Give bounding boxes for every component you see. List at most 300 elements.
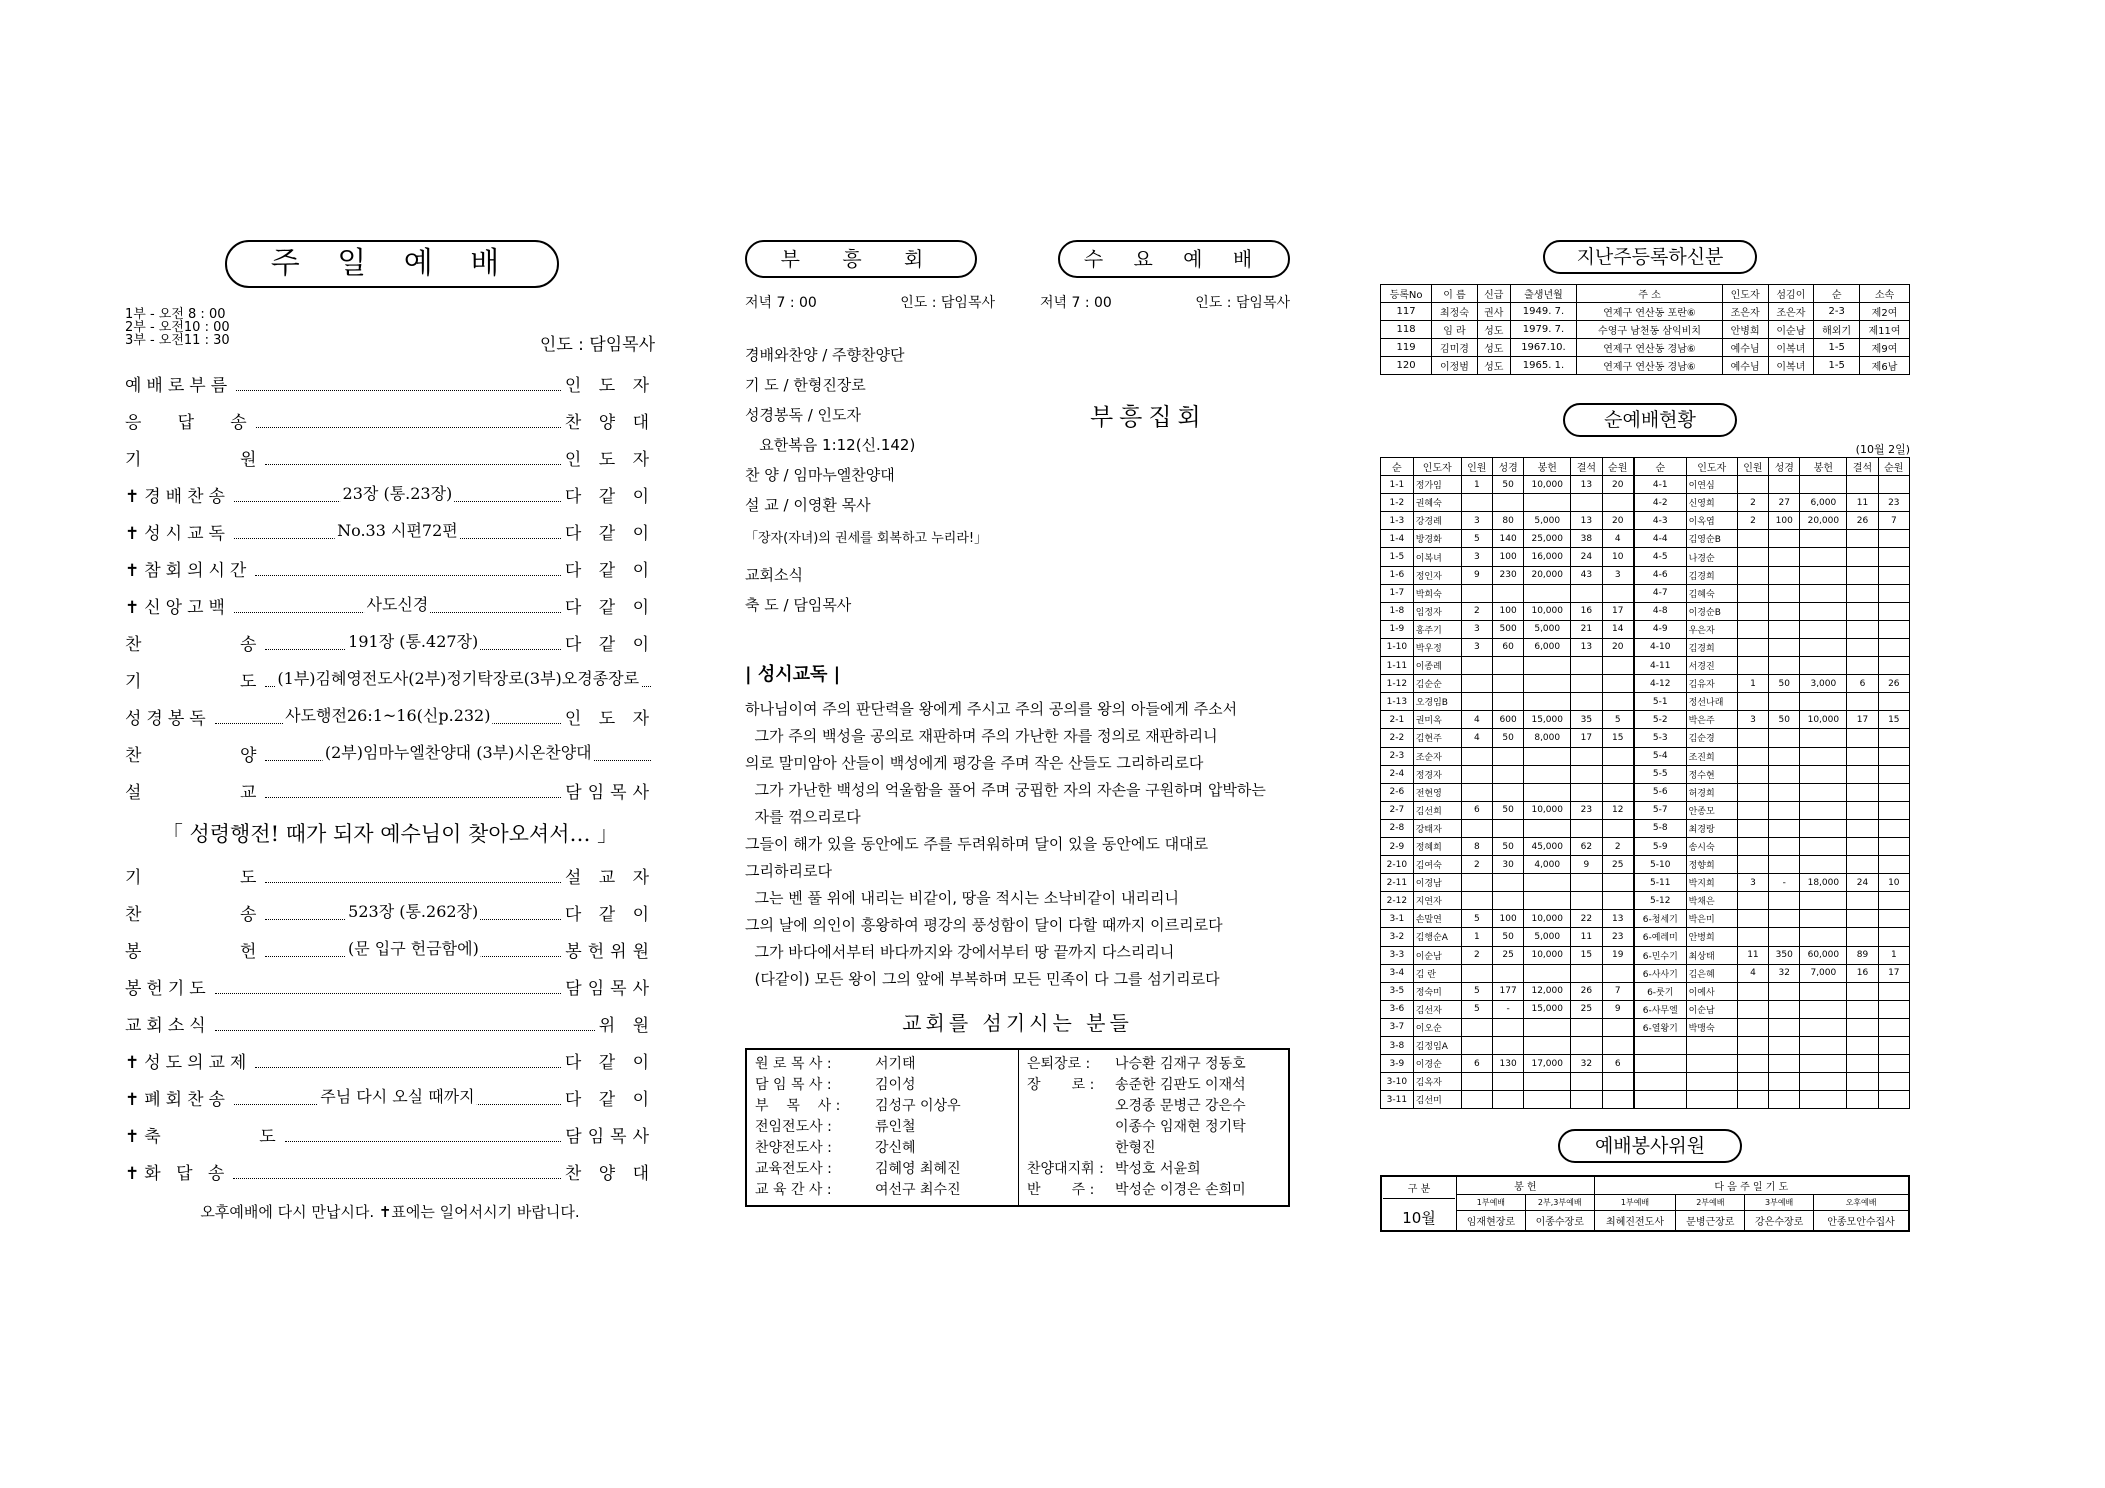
cell-value: 김정임A	[1413, 1037, 1461, 1055]
cell-value: 박맹숙	[1686, 1018, 1737, 1036]
cell-value: 32	[1571, 1055, 1602, 1073]
cell-value: 1-6	[1381, 566, 1414, 584]
cell-value: 3-2	[1381, 928, 1414, 946]
cell-value: 박채은	[1686, 892, 1737, 910]
worship-leader: 인도 : 담임목사	[539, 335, 655, 355]
cell-value	[1769, 476, 1800, 494]
cell-value	[1737, 783, 1768, 801]
cell-value: 12	[1602, 801, 1634, 819]
revival-headers	[745, 240, 1290, 278]
cell-value: 9	[1602, 1000, 1634, 1018]
staff-box	[745, 1048, 1290, 1207]
cell-value	[1686, 1091, 1737, 1109]
cell-value	[1847, 1073, 1878, 1091]
cell-value: 8	[1461, 837, 1492, 855]
cell-value	[1737, 1091, 1768, 1109]
registry-cell: 제6남	[1860, 357, 1910, 375]
table-row	[1381, 620, 1910, 638]
cell-value: 15,000	[1524, 1000, 1571, 1018]
cell-header-cell: 순	[1381, 458, 1414, 476]
staff-row	[755, 1159, 1010, 1180]
service-item-leader-line	[265, 442, 560, 465]
cell-value: 14	[1602, 620, 1634, 638]
cell-value: 정가임	[1413, 476, 1461, 494]
sermon-title: 「 성령행전! 때가 되자 예수님이 찾아오셔서… 」	[161, 822, 619, 846]
service-item-leader-line	[265, 934, 561, 957]
table-row	[1381, 1055, 1910, 1073]
registry-header-cell: 신급	[1477, 285, 1510, 303]
service-item-leader-line	[285, 1119, 562, 1142]
cell-value: 우은자	[1686, 620, 1737, 638]
cell-value	[1800, 1000, 1847, 1018]
cell-value: 이경순	[1413, 1055, 1461, 1073]
scripture-line: 그가 주의 백성을 공의로 재판하며 주의 가난한 자를 정의로 재판하리니	[745, 727, 1218, 745]
wednesday-title: 수 요 예 배	[1058, 240, 1290, 278]
cell-value: 5-5	[1634, 765, 1686, 783]
cell-value: 3	[1461, 548, 1492, 566]
cell-value: 4-4	[1634, 530, 1686, 548]
cell-value	[1847, 892, 1878, 910]
vol-subheader: 2부예배	[1676, 1195, 1745, 1211]
cell-value: 5-4	[1634, 747, 1686, 765]
cell-value	[1847, 548, 1878, 566]
registry-header	[1381, 285, 1910, 303]
cell-value: 6,000	[1800, 494, 1847, 512]
cell-value: 김선자	[1413, 1000, 1461, 1018]
cell-value	[1878, 548, 1909, 566]
cell-value	[1492, 874, 1523, 892]
cell-value: 13	[1571, 512, 1602, 530]
cell-value	[1737, 1018, 1768, 1036]
cell-value	[1737, 837, 1768, 855]
registry-cell: 연제구 연산동 경남⑥	[1577, 357, 1722, 375]
cell-value	[1737, 657, 1768, 675]
cell-value	[1878, 693, 1909, 711]
cell-value: 9	[1461, 566, 1492, 584]
cell-value: 20	[1602, 638, 1634, 656]
cell-value	[1737, 765, 1768, 783]
cell-value: 1-3	[1381, 512, 1414, 530]
cell-value: 6-청세기	[1634, 910, 1686, 928]
cell-value: 4-1	[1634, 476, 1686, 494]
vol-offer-header: 봉 헌	[1457, 1176, 1595, 1195]
cell-value: 10	[1878, 874, 1909, 892]
cell-value: 전현영	[1413, 783, 1461, 801]
cell-value: 50	[1492, 837, 1523, 855]
revival-column	[745, 240, 1290, 1207]
registry-cell: 성도	[1477, 339, 1510, 357]
vol-name: 최혜진전도사	[1594, 1211, 1676, 1231]
registry-cell: 118	[1381, 321, 1432, 339]
service-item	[125, 860, 655, 897]
cell-value: 김행순A	[1413, 928, 1461, 946]
cell-value: 25,000	[1524, 530, 1571, 548]
cell-value	[1847, 982, 1878, 1000]
staff-row	[1027, 1159, 1280, 1180]
cell-value	[1769, 982, 1800, 1000]
cell-header-cell: 인원	[1461, 458, 1492, 476]
cell-value: 이옥엽	[1686, 512, 1737, 530]
cell-value: 김유자	[1686, 675, 1737, 693]
vol-subheader: 오후예배	[1814, 1195, 1909, 1211]
staff-role: 은퇴장로 :	[1027, 1056, 1091, 1072]
registry-header-cell: 인도자	[1722, 285, 1768, 303]
cell-value: 89	[1847, 946, 1878, 964]
cell-value: 6-사사기	[1634, 964, 1686, 982]
cell-header-cell: 봉헌	[1800, 458, 1847, 476]
cell-value	[1686, 1037, 1737, 1055]
registry-header-cell: 섬김이	[1768, 285, 1814, 303]
registry-table	[1380, 284, 1910, 375]
cell-value	[1847, 584, 1878, 602]
service-item-leader-line	[236, 368, 561, 391]
staff-names: 김혜영 최혜진	[875, 1161, 961, 1177]
cell-value	[1492, 819, 1523, 837]
cell-value: 오경임B	[1413, 693, 1461, 711]
cell-value	[1737, 729, 1768, 747]
service-item-leader-line	[215, 971, 562, 994]
cell-value: 1-7	[1381, 584, 1414, 602]
cell-value: 김순순	[1413, 675, 1461, 693]
cell-value: 5	[1461, 1000, 1492, 1018]
cell-value	[1878, 1018, 1909, 1036]
vol-name: 이종수장로	[1525, 1211, 1594, 1231]
table-row	[1381, 910, 1910, 928]
cell-value	[1492, 783, 1523, 801]
cell-value: 강경례	[1413, 512, 1461, 530]
table-row	[1381, 512, 1910, 530]
cell-value	[1461, 693, 1492, 711]
revival-item: 찬 양 / 임마누엘찬양대	[745, 466, 895, 484]
service-item-detail: 191장 (통.427장)	[346, 623, 480, 660]
staff-role: 찬양전도사 :	[755, 1140, 832, 1156]
service-item	[125, 897, 655, 934]
cell-value: 정숙미	[1413, 982, 1461, 1000]
times-block	[125, 308, 655, 368]
revival-item: 경배와찬양 / 주향찬양단	[745, 346, 905, 364]
cell-value: 박은미	[1686, 910, 1737, 928]
cell-value	[1524, 964, 1571, 982]
cell-value: 5-7	[1634, 801, 1686, 819]
cell-value	[1800, 801, 1847, 819]
table-row	[1381, 783, 1910, 801]
cell-value	[1769, 1073, 1800, 1091]
service-item-person: 다 같 이	[564, 561, 655, 581]
cell-value	[1737, 928, 1768, 946]
service-item	[125, 442, 655, 479]
cell-value	[1461, 783, 1492, 801]
service-time-3: 3부 - 오전11 : 30	[125, 333, 230, 348]
cell-value	[1571, 693, 1602, 711]
cell-value: 13	[1602, 910, 1634, 928]
cell-value: 80	[1492, 512, 1523, 530]
cell-value	[1878, 476, 1909, 494]
staff-names: 박성순 이경은 손희미	[1115, 1182, 1246, 1198]
service-item-leader-line	[265, 738, 651, 761]
cell-value	[1800, 928, 1847, 946]
service-item-person: 다 같 이	[564, 1090, 655, 1110]
service-item	[125, 738, 655, 775]
staff-row	[755, 1054, 1010, 1075]
scripture-line: 자를 꺾으리로다	[745, 808, 861, 826]
cell-value	[1737, 982, 1768, 1000]
cell-value	[1634, 1055, 1686, 1073]
cell-value: 김순경	[1686, 729, 1737, 747]
cell-value	[1878, 892, 1909, 910]
cell-value	[1461, 892, 1492, 910]
scripture-line: 그의 날에 의인이 흥왕하여 평강의 풍성함이 달이 다할 때까지 이르리로다	[745, 916, 1223, 934]
table-row	[1381, 566, 1910, 584]
service-item	[125, 590, 655, 627]
staff-left	[747, 1050, 1019, 1205]
cell-value	[1769, 566, 1800, 584]
service-item-person: 설 교 자	[564, 868, 655, 888]
staff-row	[1027, 1096, 1280, 1117]
cell-value	[1800, 530, 1847, 548]
service-item-person: 봉헌위원	[565, 942, 655, 962]
cell-value	[1847, 910, 1878, 928]
cell-value: 김혜숙	[1686, 584, 1737, 602]
cell-value	[1769, 1055, 1800, 1073]
staff-role: 교육전도사 :	[755, 1161, 832, 1177]
cell-value	[1847, 620, 1878, 638]
cell-value: 권혜숙	[1413, 494, 1461, 512]
cell-value: 임정자	[1413, 602, 1461, 620]
registry-cell: 권사	[1477, 303, 1510, 321]
table-row	[1381, 819, 1910, 837]
cell-value	[1800, 1037, 1847, 1055]
service-item	[125, 627, 655, 664]
cell-value	[1737, 620, 1768, 638]
cell-value: 3-9	[1381, 1055, 1414, 1073]
cell-value	[1686, 1055, 1737, 1073]
cell-value: 2-3	[1381, 747, 1414, 765]
cell-value: 3-10	[1381, 1073, 1414, 1091]
cell-value	[1602, 1037, 1634, 1055]
cell-value	[1524, 765, 1571, 783]
cell-value: 7,000	[1800, 964, 1847, 982]
revival-sermon: 「장자(자녀)의 권세를 회복하고 누리라!」	[745, 531, 988, 546]
cell-value	[1737, 530, 1768, 548]
registry-cell: 조은자	[1768, 303, 1814, 321]
cell-value: 4-7	[1634, 584, 1686, 602]
cell-value: 3-7	[1381, 1018, 1414, 1036]
wednesday-time: 저녁 7 : 00	[1040, 295, 1112, 311]
service-item-leader-line	[265, 664, 651, 687]
service-item	[125, 1119, 655, 1156]
cell-value: 5	[1461, 910, 1492, 928]
cell-value: 4-2	[1634, 494, 1686, 512]
cell-value: 4-9	[1634, 620, 1686, 638]
cell-value: 서경진	[1686, 657, 1737, 675]
cell-value	[1524, 783, 1571, 801]
staff-role: 전임전도사 :	[755, 1119, 832, 1135]
cell-value	[1769, 783, 1800, 801]
table-row	[1381, 1037, 1910, 1055]
table-row	[1381, 530, 1910, 548]
cell-value: 23	[1878, 494, 1909, 512]
cell-value	[1461, 1091, 1492, 1109]
service-item-label: ✝폐회찬송	[125, 1090, 230, 1110]
cell-value	[1602, 1018, 1634, 1036]
cell-value	[1769, 602, 1800, 620]
cell-value: 10,000	[1524, 801, 1571, 819]
vol-name: 강은수장로	[1745, 1211, 1814, 1231]
cell-value: 박우정	[1413, 638, 1461, 656]
cell-value	[1878, 530, 1909, 548]
order-of-service	[125, 368, 655, 812]
service-item	[125, 934, 655, 971]
revival-item: 기 도 / 한형진장로	[745, 376, 866, 394]
cell-value: 1-10	[1381, 638, 1414, 656]
registry-cell: 1-5	[1814, 339, 1860, 357]
cell-value: 5	[1461, 982, 1492, 1000]
cell-value: 1	[1737, 675, 1768, 693]
cell-value	[1769, 747, 1800, 765]
church-staff-title: 교회를 섬기시는 분들	[902, 1011, 1133, 1035]
cell-value	[1800, 910, 1847, 928]
cell-value	[1571, 819, 1602, 837]
service-item-person: 찬 양 대	[564, 413, 655, 433]
cell-value	[1461, 584, 1492, 602]
cell-value	[1847, 729, 1878, 747]
revival-meeting-title: 부흥집회	[1090, 403, 1207, 431]
table-row	[1381, 548, 1910, 566]
cell-value	[1847, 765, 1878, 783]
cell-value: 4-5	[1634, 548, 1686, 566]
cell-value	[1461, 657, 1492, 675]
staff-row	[1027, 1180, 1280, 1201]
cell-value: 25	[1571, 1000, 1602, 1018]
registry-cell: 조은자	[1722, 303, 1768, 321]
cell-value: 이복녀	[1413, 548, 1461, 566]
staff-row	[755, 1138, 1010, 1159]
cell-value: 5	[1602, 711, 1634, 729]
cell-value: 3-8	[1381, 1037, 1414, 1055]
scripture-line: 하나님이여 주의 판단력을 왕에게 주시고 주의 공의를 왕의 아들에게 주소서	[745, 700, 1238, 718]
service-item-label: 성경봉독	[125, 709, 211, 729]
table-row	[1381, 747, 1910, 765]
cell-value	[1847, 638, 1878, 656]
service-item-leader-line	[233, 1156, 561, 1179]
service-item-label: ✝성시교독	[125, 524, 230, 544]
cell-value: 10,000	[1800, 711, 1847, 729]
registry-cell: 최정숙	[1432, 303, 1478, 321]
registry-cell: 이복녀	[1768, 339, 1814, 357]
cell-value: 김옥자	[1413, 1073, 1461, 1091]
cell-value: 6	[1847, 675, 1878, 693]
service-item-leader-line	[234, 516, 561, 539]
cell-value	[1737, 693, 1768, 711]
cell-value	[1461, 1073, 1492, 1091]
registry-cell: 1-5	[1814, 357, 1860, 375]
cell-value: 이오순	[1413, 1018, 1461, 1036]
cell-value: 1	[1878, 946, 1909, 964]
staff-names: 김성구 이상우	[875, 1098, 961, 1114]
cell-value	[1737, 1037, 1768, 1055]
service-item-label: 봉헌기도	[125, 979, 211, 999]
cell-value	[1461, 494, 1492, 512]
cell-value	[1878, 1037, 1909, 1055]
cell-value: 최경랑	[1686, 819, 1737, 837]
staff-role	[1027, 1117, 1115, 1138]
service-item-detail: (1부)김혜영전도사(2부)정기탁장로(3부)오경종장로	[275, 660, 641, 697]
cell-value: 60	[1492, 638, 1523, 656]
cell-value: 5,000	[1524, 620, 1571, 638]
table-row	[1381, 964, 1910, 982]
cell-value: 6	[1461, 1055, 1492, 1073]
revival-item: 성경봉독 / 인도자	[745, 406, 862, 424]
revival-subheads	[745, 292, 1290, 312]
table-row	[1381, 675, 1910, 693]
cell-value: 6,000	[1524, 638, 1571, 656]
cell-value: 4-6	[1634, 566, 1686, 584]
order-of-service-2	[125, 860, 655, 1193]
table-row	[1381, 874, 1910, 892]
service-item-leader-line	[265, 627, 560, 650]
staff-role: 장 로 :	[1027, 1077, 1095, 1093]
cell-value: 5,000	[1524, 928, 1571, 946]
cell-value: 20	[1602, 512, 1634, 530]
cell-value	[1847, 476, 1878, 494]
staff-names: 김이성	[875, 1077, 916, 1093]
service-item-label: ✝참회의시간	[125, 561, 252, 581]
service-item-label: ✝성도의교제	[125, 1053, 252, 1073]
service-item-label: 예배로부름	[125, 376, 233, 396]
cell-value: 4,000	[1524, 856, 1571, 874]
cell-value: 정혜희	[1413, 837, 1461, 855]
service-item-label: 찬 송	[125, 635, 262, 655]
cell-value: 허경희	[1686, 783, 1737, 801]
cell-value: 45,000	[1524, 837, 1571, 855]
cell-value	[1769, 693, 1800, 711]
staff-row	[1027, 1075, 1280, 1096]
cell-value	[1492, 1073, 1523, 1091]
cell-value: 3-3	[1381, 946, 1414, 964]
staff-role: 반 주 :	[1027, 1182, 1095, 1198]
cell-value: 17	[1602, 602, 1634, 620]
cell-value: 6	[1461, 801, 1492, 819]
cell-value: 조진희	[1686, 747, 1737, 765]
cell-value: 50	[1769, 675, 1800, 693]
cell-value	[1461, 964, 1492, 982]
service-item-leader-line	[234, 1082, 561, 1105]
staff-row	[1027, 1117, 1280, 1138]
cell-value	[1800, 1055, 1847, 1073]
cell-value: 3-1	[1381, 910, 1414, 928]
cell-value	[1878, 620, 1909, 638]
cell-value	[1769, 638, 1800, 656]
table-row	[1381, 982, 1910, 1000]
staff-role	[1027, 1096, 1115, 1117]
cell-value: 5	[1461, 530, 1492, 548]
table-row	[1381, 321, 1910, 339]
cell-value: 7	[1878, 512, 1909, 530]
cell-value	[1878, 566, 1909, 584]
service-item	[125, 775, 655, 812]
cell-value: 김여숙	[1413, 856, 1461, 874]
cell-value	[1461, 1037, 1492, 1055]
revival-item: 교회소식	[745, 566, 803, 584]
service-item-leader-line	[265, 897, 560, 920]
service-item-label: 찬 양	[125, 746, 262, 766]
cell-value: 2-6	[1381, 783, 1414, 801]
service-item-label: 찬 송	[125, 905, 262, 925]
cell-value	[1571, 1073, 1602, 1091]
cell-value	[1878, 657, 1909, 675]
cell-value: 조순자	[1413, 747, 1461, 765]
scripture-line: 그들이 해가 있을 동안에도 주를 두려워하며 달이 있을 동안에도 대대로	[745, 835, 1209, 853]
